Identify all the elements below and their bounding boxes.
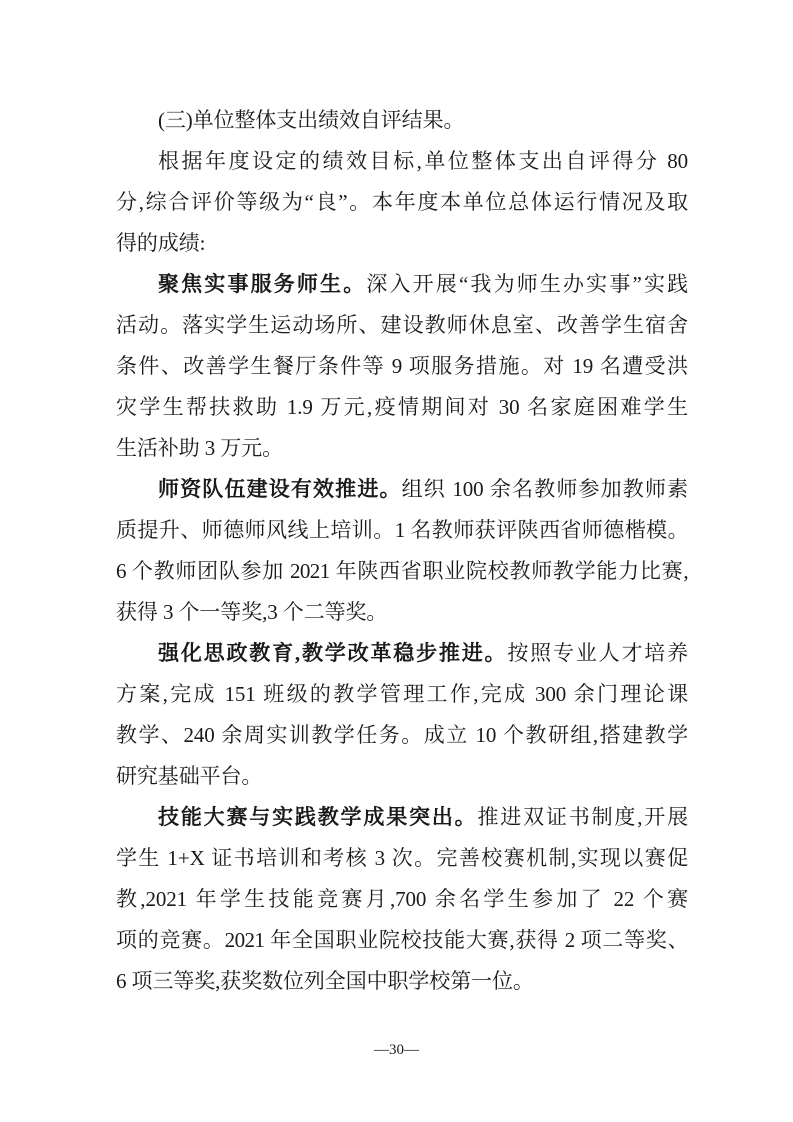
text-line [116, 141, 688, 182]
body-text: 研究基础平台。 [116, 764, 263, 788]
body-text: 教,2021 年学生技能竞赛月,700 余名学生参加了 22 个赛 [116, 887, 688, 911]
paragraph [116, 141, 688, 264]
body-text: 项的竞赛。2021 年全国职业院校技能大赛,获得 2 项二等奖、 [116, 928, 688, 952]
body-text: 得的成绩: [116, 231, 206, 255]
paragraph [116, 264, 688, 469]
body-text: 根据年度设定的绩效目标,单位整体支出自评得分 80 [158, 149, 688, 173]
body-text: 推进双证书制度,开展 [477, 805, 688, 829]
body-text: 生活补助 3 万元。 [116, 436, 283, 460]
text-line [116, 592, 688, 633]
body-text: 按照专业人才培养 [507, 641, 688, 665]
body-text: 灾学生帮扶救助 1.9 万元,疫情期间对 30 名家庭困难学生 [116, 395, 688, 419]
paragraph [116, 633, 688, 797]
text-line [116, 305, 688, 346]
text-line [116, 223, 688, 264]
text-line [116, 961, 688, 1002]
paragraph [116, 797, 688, 1002]
text-line [116, 100, 688, 141]
text-line [116, 715, 688, 756]
body-text: 学生 1+X 证书培训和考核 3 次。完善校赛机制,实现以赛促 [116, 846, 688, 870]
body-text: 教学、240 余周实训教学任务。成立 10 个教研组,搭建教学 [116, 723, 688, 747]
text-line [116, 387, 688, 428]
text-line [116, 797, 688, 838]
body-text: 质提升、师德师风线上培训。1 名教师获评陕西省师德楷模。 [116, 518, 688, 542]
text-line [116, 551, 688, 592]
document-body [116, 100, 688, 1002]
text-line [116, 920, 688, 961]
body-text: 方案,完成 151 班级的教学管理工作,完成 300 余门理论课 [116, 682, 688, 706]
section-heading [116, 100, 688, 141]
bold-lead-text: 技能大赛与实践教学成果突出。 [158, 805, 478, 829]
text-line [116, 510, 688, 551]
text-line [116, 182, 688, 223]
body-text: 活动。落实学生运动场所、建设教师休息室、改善学生宿舍 [116, 313, 688, 337]
body-text: 获得 3 个一等奖,3 个二等奖。 [116, 600, 388, 624]
body-text: 6 项三等奖,获奖数位列全国中职学校第一位。 [116, 969, 534, 993]
text-line [116, 674, 688, 715]
text-line [116, 469, 688, 510]
text-line [116, 879, 688, 920]
bold-lead-text: 师资队伍建设有效推进。 [158, 477, 402, 501]
text-line [116, 428, 688, 469]
body-text: 条件、改善学生餐厅条件等 9 项服务措施。对 19 名遭受洪 [116, 354, 688, 378]
body-text: 深入开展“我为师生办实事”实践 [366, 272, 688, 296]
footer-page-number: —30— [374, 1042, 419, 1058]
body-text: 6 个教师团队参加 2021 年陕西省职业院校教师教学能力比赛, [116, 559, 688, 583]
text-line [116, 346, 688, 387]
text-line [116, 633, 688, 674]
text-line [116, 264, 688, 305]
body-text: 组织 100 余名教师参加教师素 [401, 477, 688, 501]
bold-lead-text: 聚焦实事服务师生。 [158, 272, 367, 296]
body-text: (三)单位整体支出绩效自评结果。 [158, 108, 465, 132]
text-line [116, 756, 688, 797]
text-line [116, 838, 688, 879]
paragraph [116, 469, 688, 633]
bold-lead-text: 强化思政教育,教学改革稳步推进。 [158, 641, 508, 665]
page-footer [0, 1038, 793, 1062]
body-text: 分,综合评价等级为“良”。本年度本单位总体运行情况及取 [116, 190, 688, 214]
